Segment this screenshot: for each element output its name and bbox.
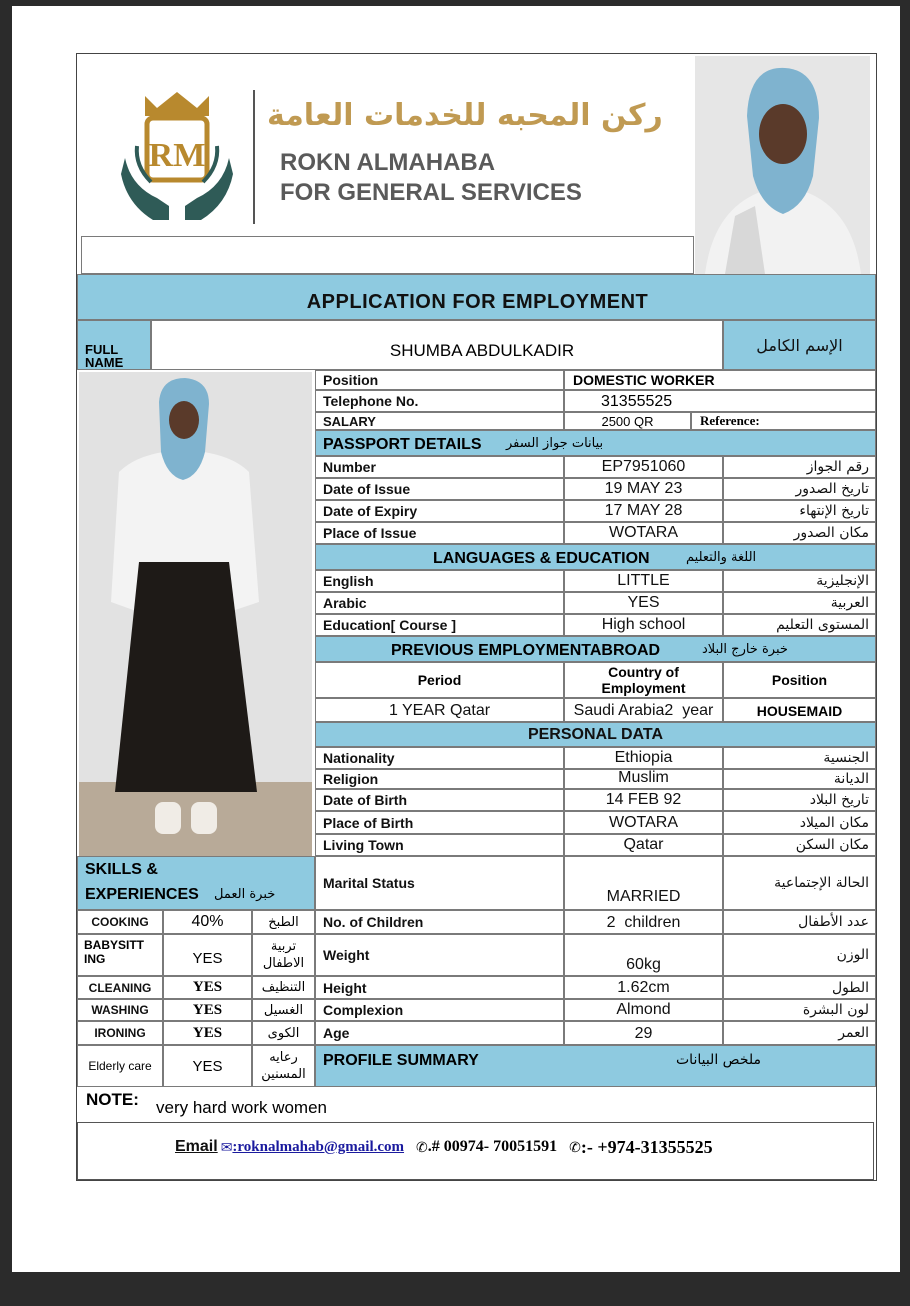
full-name-value: SHUMBA ABDULKADIR <box>389 341 575 360</box>
education-ar: المستوى التعليم <box>723 614 876 636</box>
marital-label: Marital Status <box>315 856 564 910</box>
skills-header-line1: SKILLS & <box>85 861 158 878</box>
passport-number-value: EP7951060 <box>564 456 723 478</box>
expiry-date-label: Date of Expiry <box>315 500 564 522</box>
skill-washing-value: YES <box>163 999 252 1021</box>
phone-number-2: :- +974-31355525 <box>580 1136 713 1157</box>
previous-country: Saudi Arabia2 year <box>564 698 723 722</box>
country-col-header: Country of Employment <box>564 662 723 698</box>
contact-footer <box>77 1122 874 1180</box>
passport-number-ar: رقم الجواز <box>723 456 876 478</box>
height-ar: الطول <box>723 976 876 999</box>
weight-label: Weight <box>315 934 564 976</box>
passport-header-en: PASSPORT DETAILS <box>323 436 482 453</box>
place-of-issue-label: Place of Issue <box>315 522 564 544</box>
previous-header-ar: خبرة خارج البلاد <box>702 642 788 657</box>
company-name-en-2: FOR GENERAL SERVICES <box>280 179 582 206</box>
salary-value: 2500 QR <box>564 412 691 430</box>
children-value: 2 children <box>564 910 723 934</box>
profile-summary-label: PROFILE SUMMARY <box>323 1052 479 1069</box>
skill-ironing-value: YES <box>163 1021 252 1045</box>
position-col-header: Position <box>723 662 876 698</box>
nationality-value: Ethiopia <box>564 747 723 769</box>
header-empty-box <box>81 236 694 274</box>
living-town-label: Living Town <box>315 834 564 856</box>
email-icon: ✉ <box>220 1138 233 1155</box>
full-name-ar: الإسم الكامل <box>723 320 876 370</box>
previous-period: 1 YEAR Qatar <box>315 698 564 722</box>
expiry-date-value: 17 MAY 28 <box>564 500 723 522</box>
passport-header-ar: بيانات جواز السفر <box>506 436 604 451</box>
logo-letters: RM <box>148 137 206 174</box>
telephone-label: Telephone No. <box>315 390 564 412</box>
nationality-ar: الجنسية <box>723 747 876 769</box>
children-label: No. of Children <box>315 910 564 934</box>
skill-babysitting-ar: تربية الاطفال <box>252 934 315 976</box>
skill-cooking-ar: الطبخ <box>252 910 315 934</box>
children-ar: عدد الأطفال <box>723 910 876 934</box>
weight-value: 60kg <box>564 934 723 976</box>
age-value: 29 <box>564 1021 723 1045</box>
birthplace-value: WOTARA <box>564 811 723 834</box>
full-body-photo <box>79 372 312 856</box>
dob-label: Date of Birth <box>315 789 564 811</box>
birthplace-label: Place of Birth <box>315 811 564 834</box>
marital-ar: الحالة الإجتماعية <box>723 856 876 910</box>
education-value: High school <box>564 614 723 636</box>
position-value: DOMESTIC WORKER <box>564 370 876 390</box>
previous-header-en: PREVIOUS EMPLOYMENTABROAD <box>391 642 661 659</box>
profile-summary-ar: ملخص البيانات <box>676 1052 761 1068</box>
skills-header <box>77 856 315 910</box>
english-label: English <box>315 570 564 592</box>
email-link[interactable]: :roknalmahab@gmail.com <box>232 1138 405 1155</box>
position-label: Position <box>315 370 564 390</box>
salary-label: SALARY <box>315 412 564 430</box>
birthplace-ar: مكان الميلاد <box>723 811 876 834</box>
phone-icon-2: ✆ <box>569 1138 581 1155</box>
period-col-header: Period <box>315 662 564 698</box>
skill-elderly-value: YES <box>163 1045 252 1087</box>
header-divider <box>253 90 255 224</box>
form-title: APPLICATION FOR EMPLOYMENT <box>306 291 649 313</box>
full-name-label: FULL NAME <box>85 342 124 370</box>
phone-number-1: .# 00974- 70051591 <box>427 1138 558 1155</box>
religion-label: Religion <box>315 769 564 789</box>
arabic-label: Arabic <box>315 592 564 614</box>
personal-header: PERSONAL DATA <box>315 722 876 747</box>
nationality-label: Nationality <box>315 747 564 769</box>
skill-cleaning-ar: التنظيف <box>252 976 315 999</box>
height-label: Height <box>315 976 564 999</box>
skill-cooking-label: COOKING <box>77 910 163 934</box>
place-of-issue-value: WOTARA <box>564 522 723 544</box>
company-name-en-1: ROKN ALMAHABA <box>280 149 496 176</box>
place-of-issue-ar: مكان الصدور <box>723 522 876 544</box>
living-town-ar: مكان السكن <box>723 834 876 856</box>
skill-cooking-value: 40% <box>163 910 252 934</box>
skill-washing-label: WASHING <box>77 999 163 1021</box>
living-town-value: Qatar <box>564 834 723 856</box>
skill-ironing-ar: الكوى <box>252 1021 315 1045</box>
issue-date-value: 19 MAY 23 <box>564 478 723 500</box>
height-value: 1.62cm <box>564 976 723 999</box>
skill-ironing-label: IRONING <box>77 1021 163 1045</box>
note-value: very hard work women <box>156 1098 328 1117</box>
issue-date-label: Date of Issue <box>315 478 564 500</box>
arabic-value: YES <box>564 592 723 614</box>
english-ar: الإنجليزية <box>723 570 876 592</box>
marital-value: MARRIED <box>564 856 723 910</box>
age-label: Age <box>315 1021 564 1045</box>
languages-header-ar: اللغة والتعليم <box>686 550 757 565</box>
skill-elderly-label: Elderly care <box>77 1045 163 1087</box>
religion-value: Muslim <box>564 769 723 789</box>
phone-icon: ✆ <box>416 1138 428 1155</box>
arabic-ar: العربية <box>723 592 876 614</box>
education-label: Education[ Course ] <box>315 614 564 636</box>
languages-header-en: LANGUAGES & EDUCATION <box>433 550 650 567</box>
age-ar: العمر <box>723 1021 876 1045</box>
previous-position: HOUSEMAID <box>723 698 876 722</box>
skills-header-ar: خبرة العمل <box>214 887 276 902</box>
skill-cleaning-value: YES <box>163 976 252 999</box>
previous-header <box>315 636 876 662</box>
issue-date-ar: تاريخ الصدور <box>723 478 876 500</box>
reference-label: Reference: <box>691 412 876 430</box>
full-name-value-cell <box>151 320 723 370</box>
passport-header <box>315 430 876 456</box>
languages-header <box>315 544 876 570</box>
company-name-ar: ركن المحبه للخدمات العامة <box>267 98 663 133</box>
english-value: LITTLE <box>564 570 723 592</box>
title-bar <box>77 274 876 320</box>
skill-cleaning-label: CLEANING <box>77 976 163 999</box>
company-header <box>77 54 690 236</box>
complexion-label: Complexion <box>315 999 564 1021</box>
skill-babysitting-value: YES <box>163 934 252 976</box>
religion-ar: الديانة <box>723 769 876 789</box>
email-label: Email <box>175 1138 218 1155</box>
note-label: NOTE: <box>86 1090 139 1109</box>
passport-number-label: Number <box>315 456 564 478</box>
headshot-photo <box>695 56 870 274</box>
weight-ar: الوزن <box>723 934 876 976</box>
dob-value: 14 FEB 92 <box>564 789 723 811</box>
company-logo <box>117 86 237 226</box>
profile-summary-bar <box>315 1045 876 1087</box>
full-name-label-cell <box>77 320 151 370</box>
skill-washing-ar: الغسيل <box>252 999 315 1021</box>
expiry-date-ar: تاريخ الإنتهاء <box>723 500 876 522</box>
complexion-value: Almond <box>564 999 723 1021</box>
skill-babysitting-label: BABYSITT ING <box>77 934 163 976</box>
skill-elderly-ar: رعايه المسنين <box>252 1045 315 1087</box>
complexion-ar: لون البشرة <box>723 999 876 1021</box>
dob-ar: تاريخ البلاد <box>723 789 876 811</box>
telephone-value: 31355525 <box>564 390 876 412</box>
skills-header-line2: EXPERIENCES <box>85 886 199 903</box>
